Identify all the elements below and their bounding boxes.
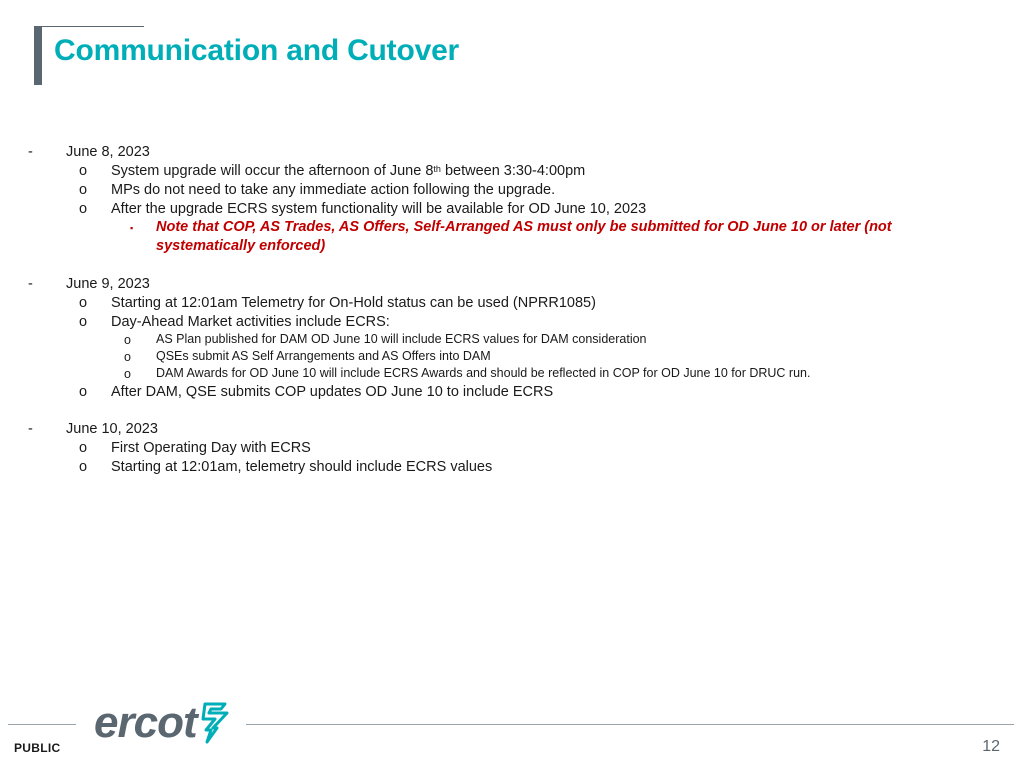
list-item: Starting at 12:01am, telemetry should include ECRS values [111,459,493,475]
list-item: First Operating Day with ECRS [111,440,311,456]
list-item-text: between 3:30-4:00pm [440,163,586,179]
circle-bullet: o [79,459,88,475]
circle-bullet: o [79,201,88,217]
circle-bullet: o [79,314,88,330]
list-item: Starting at 12:01am Telemetry for On-Hold status can be used (NPRR1085) [111,295,596,311]
sub-list-item: QSEs submit AS Self Arrangements and AS Offers into DAM [156,349,491,363]
circle-bullet: o [79,182,88,198]
circle-bullet: o [124,367,131,381]
classification-label: PUBLIC [14,741,61,755]
list-item: MPs do not need to take any immediate action following the upgrade. [111,182,556,198]
list-item [111,162,585,180]
dash-bullet: - [28,421,33,437]
footer-rule-right [246,724,1014,725]
circle-bullet: o [79,384,88,400]
ercot-logo [94,697,233,749]
lightning-bolt-icon [199,700,233,746]
title-accent-bar [34,26,42,85]
list-item-text: System upgrade will occur the afternoon of June 8 [111,163,434,179]
section-date: June 8, 2023 [66,144,150,160]
list-item: Day-Ahead Market activities include ECRS: [111,314,390,330]
dash-bullet: - [28,276,33,292]
footer-rule-left [8,724,76,725]
list-item: After DAM, QSE submits COP updates OD June 10 to include ECRS [111,384,554,400]
page-number: 12 [982,738,1000,755]
circle-bullet: o [79,163,88,179]
sub-list-item: DAM Awards for OD June 10 will include ECRS Awards and should be reflected in COP for OD June 10 for DRUC run. [156,366,811,380]
superscript: th [433,164,441,174]
circle-bullet: o [79,440,88,456]
note-text: Note that COP, AS Trades, AS Offers, Self-Arranged AS must only be submitted for OD June 10 or later (not systematically enforced) [156,219,892,254]
circle-bullet: o [79,295,88,311]
section-date: June 9, 2023 [66,276,150,292]
sub-list-item: AS Plan published for DAM OD June 10 will include ECRS values for DAM consideration [156,332,647,346]
logo-wordmark: ercot [94,698,197,747]
title-accent-rule [42,26,144,27]
circle-bullet: o [124,333,131,347]
square-bullet: ▪ [130,223,134,233]
section-date: June 10, 2023 [66,421,158,437]
circle-bullet: o [124,350,131,364]
dash-bullet: - [28,144,33,160]
slide-title: Communication and Cutover [54,34,460,67]
list-item: After the upgrade ECRS system functionality will be available for OD June 10, 2023 [111,201,647,217]
